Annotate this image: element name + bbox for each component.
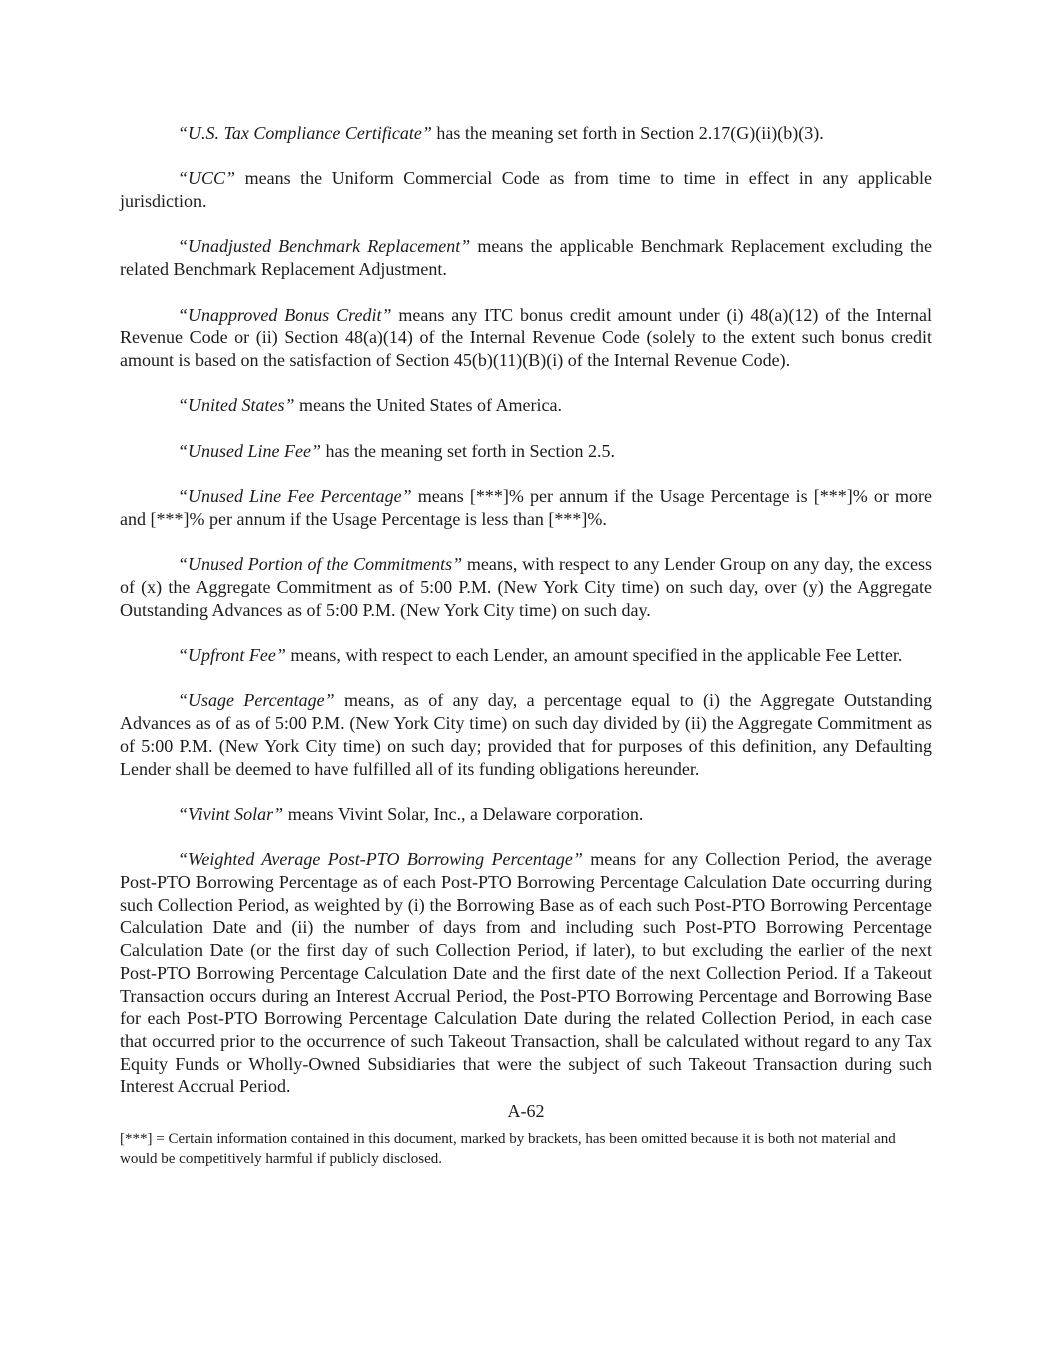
definition-paragraph [120,440,932,463]
definition-paragraph [120,394,932,417]
definition-text: means, with respect to each Lender, an amount specified in the applicable Fee Letter. [285,645,903,666]
defined-term: “Unadjusted Benchmark Replacement” [178,236,471,257]
definition-paragraph [120,848,932,1098]
definition-text: means for any Collection Period, the average Post-PTO Borrowing Percentage as of each Post-PTO Borrowing Percentage Calculation Date occurring during such Collection Period, as weighted by (i) the Borrowing Base as of each such Post-PTO Borrowing Percentage Calculation Date and (ii) the number of days from and including such Post-PTO Borrowing Percentage Calculation Date (or the first day of such Collection Period, if later), to but excluding the earlier of the next Post-PTO Borrowing Percentage Calculation Date and the first date of the next Collection Period. If a Takeout Transaction occurs during an Interest Accrual Period, the Post-PTO Borrowing Percentage and Borrowing Base for each Post-PTO Borrowing Percentage Calculation Date during the related Collection Period, in each case that occurred prior to the occurrence of such Takeout Transaction, shall be calculated without regard to any Tax Equity Funds or Wholly-Owned Subsidiaries that were the subject of such Takeout Transaction during such Interest Accrual Period. [120,849,932,1097]
definition-text: has the meaning set forth in Section 2.17(G)(ii)(b)(3). [431,123,824,143]
definition-paragraph [120,644,932,667]
definition-text: means, with respect to any Lender Group on any day, the excess of (x) the Aggregate Commitment as of 5:00 P.M. (New York City time) on such day, over (y) the Aggregate Outstanding Advances as of 5:00 P.M. (New York City time) on such day. [120,554,932,620]
defined-term: “Unused Line Fee Percentage” [178,486,412,507]
definition-paragraph [120,235,932,280]
defined-term: “U.S. Tax Compliance Certificate” [178,123,432,143]
defined-term: “Unused Portion of the Commitments” [178,554,463,575]
definition-text: means Vivint Solar, Inc., a Delaware corporation. [283,803,644,824]
definition-paragraph [120,167,932,212]
defined-term: “UCC” [178,168,236,189]
defined-term: “Vivint Solar” [178,803,284,824]
definition-text: means any ITC bonus credit amount under (i) 48(a)(12) of the Internal Revenue Code or (ii) Section 48(a)(14) of the Internal Revenue Code (solely to the extent such bonus credit amount is based on the satisfaction of Section 45(b)(11)(B)(i) of the Internal Revenue Code). [120,304,933,370]
defined-term: “Unused Line Fee” [178,440,321,461]
definition-text: has the meaning set forth in Section 2.5. [321,440,615,461]
definition-text: means, as of any day, a percentage equal to (i) the Aggregate Outstanding Advances as of as of 5:00 P.M. (New York City time) on such day divided by (ii) the Aggregate Commitment as of 5:00 P.M. (New York City time) on such day; provided that for purposes of this definition, any Defaulting Lender shall be deemed to have fulfilled all of its funding obligations hereunder. [120,690,932,779]
defined-term: “Unapproved Bonus Credit” [178,304,392,325]
definition-text: means the Uniform Commercial Code as from time to time in effect in any applicable jurisdiction. [120,168,932,212]
defined-term: “United States” [178,395,295,416]
definition-paragraph [120,803,932,826]
confidentiality-footnote: [***] = Certain information contained in this document, marked by brackets, has been omitted because it is both not material and would be competitively harmful if publicly disclosed. [120,1130,896,1167]
definition-text: means [***]% per annum if the Usage Percentage is [***]% or more and [***]% per annum if the Usage Percentage is less than [***]%. [120,486,933,529]
document-text-block [120,122,932,1169]
definition-text: means the applicable Benchmark Replacement excluding the related Benchmark Replacement Adjustment. [120,236,932,280]
definition-paragraph [120,122,932,145]
defined-term: “Weighted Average Post-PTO Borrowing Percentage” [178,849,583,870]
definition-text: means the United States of America. [294,395,562,416]
definition-paragraph [120,485,932,530]
definition-paragraph [120,553,932,621]
defined-term: “Upfront Fee” [178,645,286,666]
definition-paragraph [120,689,932,780]
definition-paragraph [120,304,932,372]
defined-term: “Usage Percentage” [178,690,335,711]
page-number: A-62 [507,1101,545,1122]
